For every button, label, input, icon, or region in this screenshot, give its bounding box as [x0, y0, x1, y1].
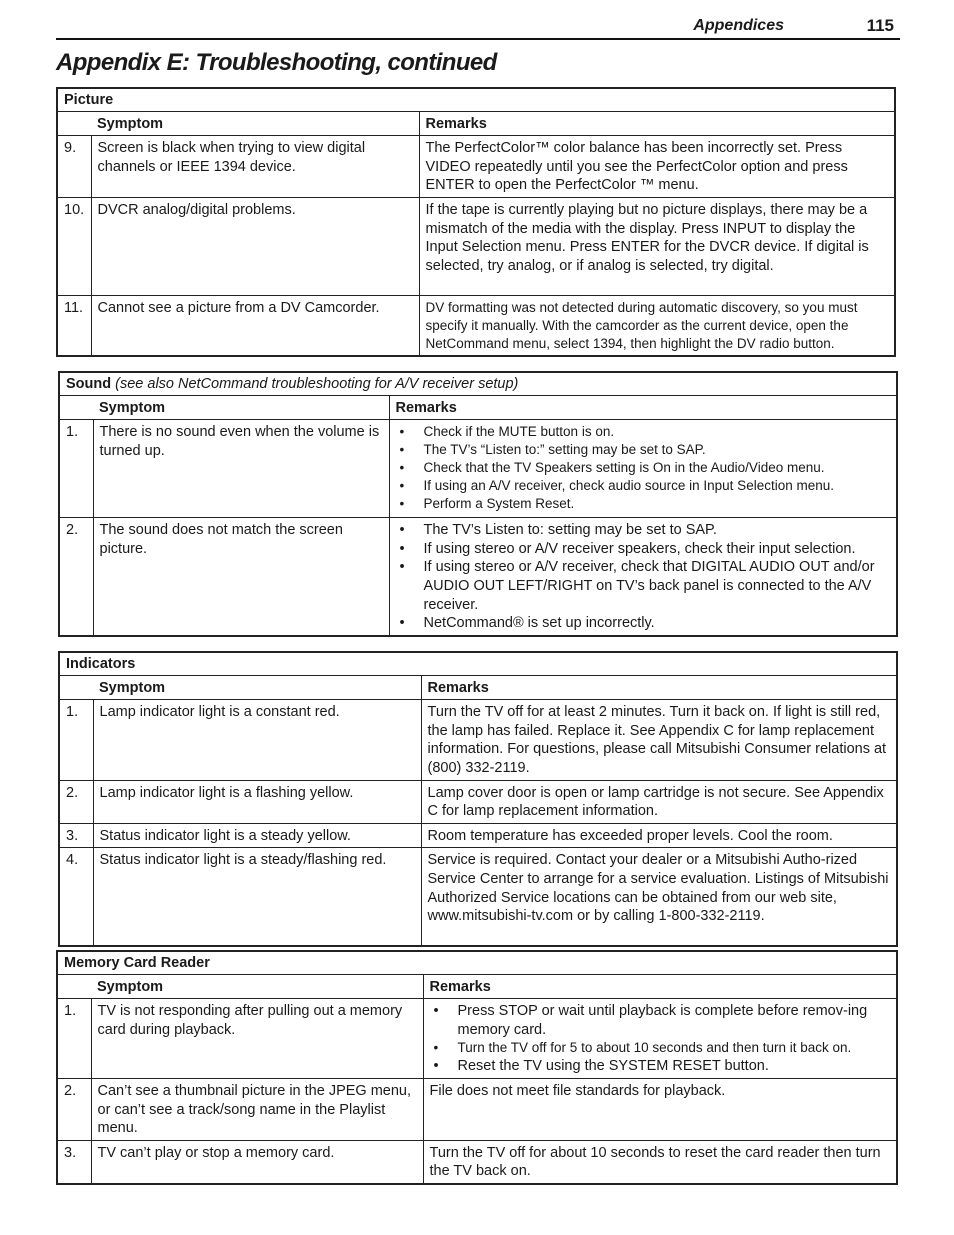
section-name: Appendices [693, 17, 784, 34]
symptom-cell: DVCR analog/digital problems. [91, 197, 419, 295]
indicators-table-title: Indicators [59, 652, 897, 675]
symptom-cell: The sound does not match the screen picture. [93, 518, 389, 636]
symptom-cell: Cannot see a picture from a DV Camcorder. [91, 295, 419, 356]
sound-table-title [59, 372, 897, 395]
symptom-cell: Status indicator light is a steady yellow. [93, 823, 421, 848]
remarks-cell: Service is required. Contact your dealer or a Mitsubishi Autho-rized Service Center to arrange for a service evaluation. Listings of Mitsubishi Authorized Service locations can be obtained from our web site, www.mitsubishi-tv.com or by calling 1-800-332-2119. [421, 848, 897, 946]
table-row [59, 420, 897, 518]
table-row [59, 780, 897, 823]
row-number: 2. [59, 518, 93, 636]
symptom-cell: Lamp indicator light is a constant red. [93, 700, 421, 780]
row-number: 11. [57, 295, 91, 356]
table-row [57, 197, 895, 295]
remarks-cell [389, 420, 897, 518]
memory-card-table [56, 950, 898, 1185]
symptom-cell: Can’t see a thumbnail picture in the JPEG menu, or can’t see a track/song name in the Playlist menu. [91, 1078, 423, 1140]
remarks-cell: Lamp cover door is open or lamp cartridge is not secure. See Appendix C for lamp replacement information. [421, 780, 897, 823]
table-row [57, 1078, 897, 1140]
remarks-cell: Turn the TV off for about 10 seconds to reset the card reader then turn the TV back on. [423, 1140, 897, 1184]
page-title: Appendix E: Troubleshooting, continued [56, 49, 497, 76]
table-row [59, 518, 897, 636]
remarks-header: Remarks [389, 395, 897, 420]
row-number: 2. [59, 780, 93, 823]
remarks-cell: The PerfectColor™ color balance has been incorrectly set. Press VIDEO repeatedly until you see the PerfectColor option and press ENTER to open the PerfectColor ™ menu. [419, 136, 895, 198]
symptom-header: Symptom [91, 111, 419, 136]
symptom-header: Symptom [93, 675, 421, 700]
symptom-cell: Lamp indicator light is a flashing yellow. [93, 780, 421, 823]
list-item: • Turn the TV off for 5 to about 10 seconds and then turn it back on. [430, 1039, 891, 1057]
list-item: • The TV’s Listen to: setting may be set to SAP. [396, 521, 891, 540]
list-item: • NetCommand® is set up incorrectly. [396, 614, 891, 633]
sound-column-headers [59, 395, 897, 420]
list-item: • If using stereo or A/V receiver, check that DIGITAL AUDIO OUT and/or AUDIO OUT LEFT/RIGHT on TV’s back panel is connected to the A/V receiver. [396, 558, 891, 614]
table-row [57, 136, 895, 198]
symptom-header: Symptom [91, 974, 423, 999]
remarks-header: Remarks [421, 675, 897, 700]
page-header [56, 14, 900, 40]
memory-table-title: Memory Card Reader [57, 951, 897, 974]
indicators-column-headers [59, 675, 897, 700]
row-number: 1. [59, 420, 93, 518]
sound-title: Sound [66, 376, 112, 392]
row-number: 1. [57, 999, 91, 1079]
row-number: 1. [59, 700, 93, 780]
row-number: 9. [57, 136, 91, 198]
list-item: • If using an A/V receiver, check audio source in Input Selection menu. [396, 477, 891, 495]
list-item: • The TV’s “Listen to:” setting may be set to SAP. [396, 441, 891, 459]
table-row [57, 295, 895, 356]
row-number: 3. [57, 1140, 91, 1184]
list-item: • Perform a System Reset. [396, 495, 891, 513]
remarks-header: Remarks [419, 111, 895, 136]
remarks-cell: If the tape is currently playing but no picture displays, there may be a mismatch of the media with the display. Press INPUT to display the Input Selection menu. Press ENTER for the DVCR device. If digital is selected, try analog, or if analog is selected, try digital. [419, 197, 895, 295]
remarks-cell: DV formatting was not detected during automatic discovery, so you must specify it manually. With the camcorder as the current device, open the NetCommand menu, select 1394, then highlight the DV radio button. [419, 295, 895, 356]
table-row [59, 823, 897, 848]
symptom-cell: There is no sound even when the volume is turned up. [93, 420, 389, 518]
remarks-cell: File does not meet file standards for playback. [423, 1078, 897, 1140]
symptom-cell: TV can’t play or stop a memory card. [91, 1140, 423, 1184]
table-row [57, 1140, 897, 1184]
symptom-cell: Screen is black when trying to view digital channels or IEEE 1394 device. [91, 136, 419, 198]
list-item: • Reset the TV using the SYSTEM RESET button. [430, 1057, 891, 1076]
indicators-table [58, 651, 898, 947]
row-number: 2. [57, 1078, 91, 1140]
symptom-cell: TV is not responding after pulling out a memory card during playback. [91, 999, 423, 1079]
picture-column-headers [57, 111, 895, 136]
sound-table [58, 371, 898, 637]
remarks-cell: Turn the TV off for at least 2 minutes. Turn it back on. If light is still red, the lamp has failed. Replace it. See Appendix C for lamp replacement information. For questions, please call Mitsubishi Consumer relations at (800) 332-2119. [421, 700, 897, 780]
list-item: • Check that the TV Speakers setting is On in the Audio/Video menu. [396, 459, 891, 477]
list-item: • Check if the MUTE button is on. [396, 423, 891, 441]
row-number: 3. [59, 823, 93, 848]
symptom-header: Symptom [93, 395, 389, 420]
picture-table-title: Picture [57, 88, 895, 111]
table-row [57, 999, 897, 1079]
list-item: • Press STOP or wait until playback is complete before remov-ing memory card. [430, 1002, 891, 1039]
remarks-cell [423, 999, 897, 1079]
sound-note: (see also NetCommand troubleshooting for A/V receiver setup) [115, 376, 519, 392]
remarks-header: Remarks [423, 974, 897, 999]
list-item: • If using stereo or A/V receiver speakers, check their input selection. [396, 540, 891, 559]
memory-column-headers [57, 974, 897, 999]
table-row [59, 848, 897, 946]
remarks-cell [389, 518, 897, 636]
picture-table [56, 87, 896, 357]
symptom-cell: Status indicator light is a steady/flashing red. [93, 848, 421, 946]
table-row [59, 700, 897, 780]
row-number: 4. [59, 848, 93, 946]
remarks-cell: Room temperature has exceeded proper levels. Cool the room. [421, 823, 897, 848]
page-number: 115 [866, 16, 894, 35]
row-number: 10. [57, 197, 91, 295]
